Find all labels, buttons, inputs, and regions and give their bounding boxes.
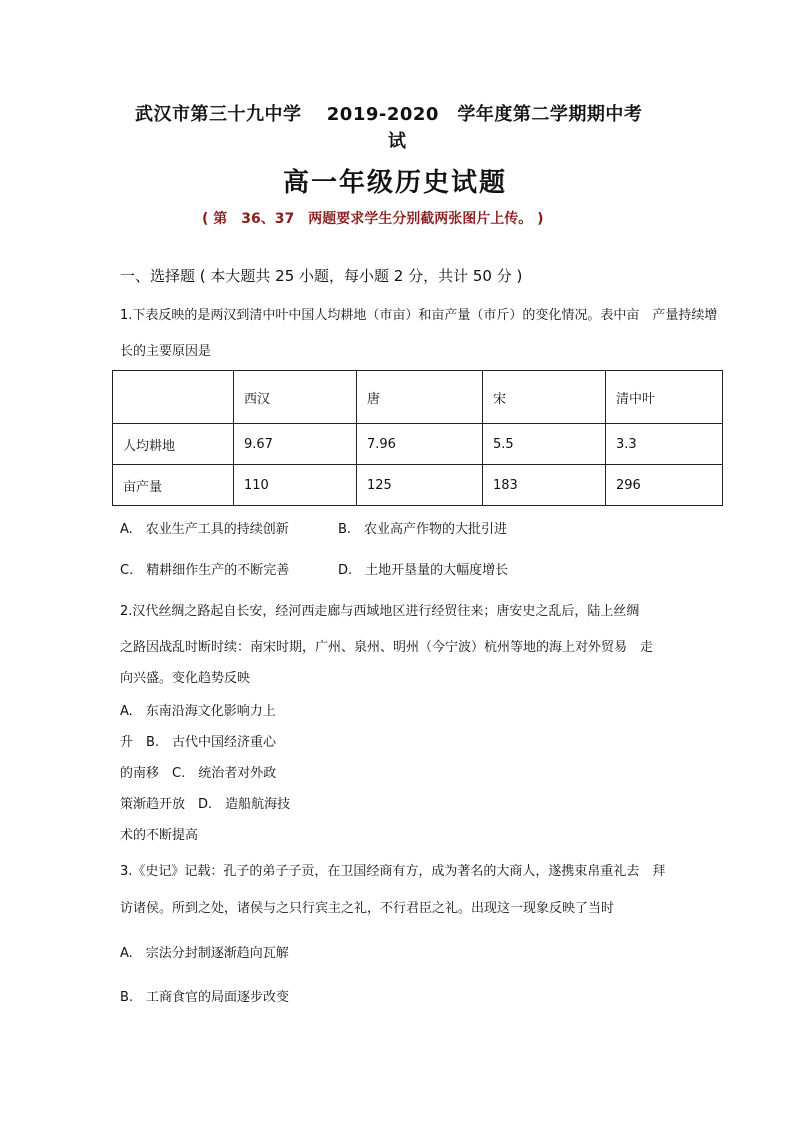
q3-option-b: B. 工商食官的局面逐步改变 [120,990,290,1005]
q2-options-line: A. 东南沿海文化影响力上 [120,704,276,719]
q3-line1: 3.《史记》记载：孔子的弟子子贡，在卫国经商有方，成为著名的大商人，遂携束帛重礼去 拜 [120,864,666,879]
table-cell: 125 [357,465,483,506]
q2-line2: 之路因战乱时断时续：南宋时期，广州、泉州、明州（今宁波）杭州等地的海上对外贸易 走 [120,640,654,655]
upload-note: ( 第 36、37 两题要求学生分别截两张图片上传。 ) [202,211,544,227]
q2-options-line: 升 B. 古代中国经济重心 [120,735,277,750]
table-cell: 110 [234,465,357,506]
exam-header-line2: 试 [388,131,407,152]
q1-line2: 长的主要原因是 [120,344,212,359]
table-header-cell: 唐 [357,371,483,424]
q1-data-table [112,370,723,506]
table-row [113,424,723,465]
q3-option-a: A. 宗法分封制逐渐趋向瓦解 [120,946,289,961]
table-header-cell: 西汉 [234,371,357,424]
q1-option-d: D. 土地开垦量的大幅度增长 [338,563,509,578]
q2-line3: 向兴盛。变化趋势反映 [120,671,251,686]
table-header-cell: 宋 [483,371,606,424]
table-cell: 人均耕地 [113,424,234,465]
table-cell: 5.5 [483,424,606,465]
table-cell: 183 [483,465,606,506]
section-heading: 一、选择题 ( 本大题共 25 小题，每小题 2 分，共计 50 分 ) [120,267,523,285]
q1-option-b: B. 农业高产作物的大批引进 [338,522,508,537]
q2-options-line: 的南移 C. 统治者对外政 [120,766,277,781]
q2-options-line: 策渐趋开放 D. 造船航海技 [120,797,291,812]
q3-line2: 访诸侯。所到之处，诸侯与之只行宾主之礼，不行君臣之礼。出现这一现象反映了当时 [120,901,615,916]
exam-title: 高一年级历史试题 [283,168,508,198]
exam-header-line1: 武汉市第三十九中学 2019-2020 学年度第二学期期中考 [135,104,643,125]
table-cell: 3.3 [606,424,723,465]
table-header-cell [113,371,234,424]
q2-line1: 2.汉代丝绸之路起自长安，经河西走廊与西域地区进行经贸往来；唐安史之乱后，陆上丝绸 [120,604,640,619]
table-cell: 7.96 [357,424,483,465]
table-cell: 9.67 [234,424,357,465]
q1-line1: 1.下表反映的是两汉到清中叶中国人均耕地（市亩）和亩产量（市斤）的变化情况。表中亩 产量持续增 [120,308,718,323]
q1-option-c: C. 精耕细作生产的不断完善 [120,563,290,578]
table-cell: 亩产量 [113,465,234,506]
q1-option-a: A. 农业生产工具的持续创新 [120,522,289,537]
table-header-row [113,371,723,424]
table-cell: 296 [606,465,723,506]
q2-options-line: 术的不断提高 [120,828,199,843]
table-header-cell: 清中叶 [606,371,723,424]
table-row [113,465,723,506]
